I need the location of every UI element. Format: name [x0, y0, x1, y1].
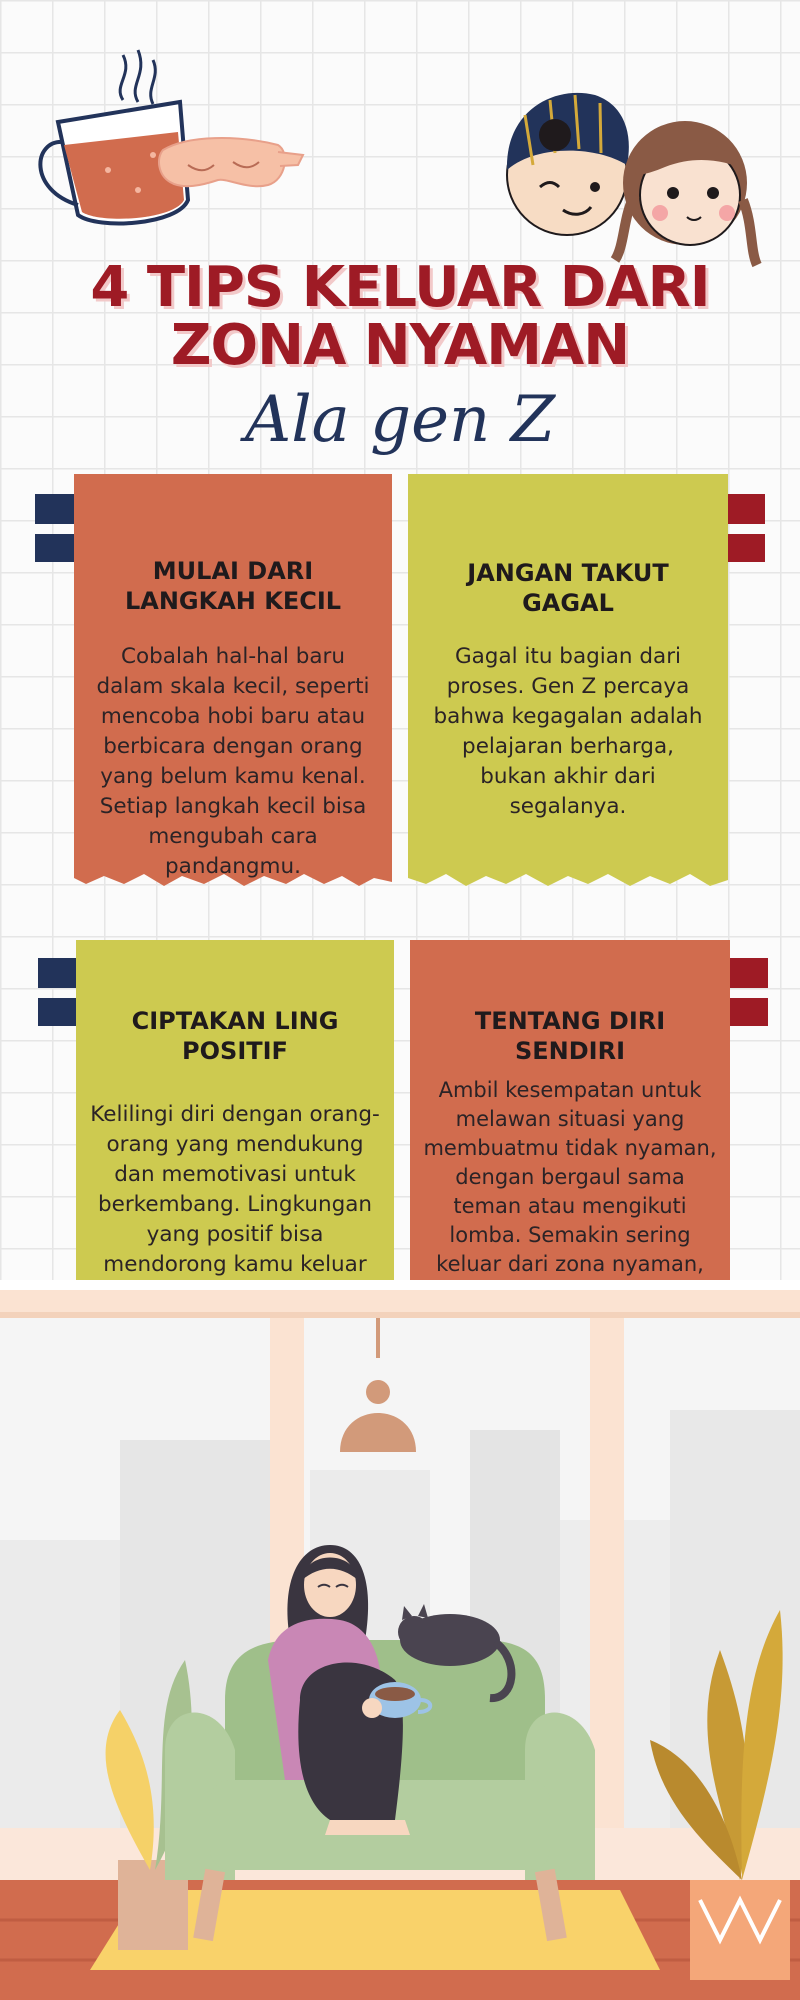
page-title-line-1: 4 TIPS KELUAR DARI: [90, 255, 710, 320]
tip-card-2-title: JANGAN TAKUT GAGAL: [467, 559, 669, 617]
tip-card-4-body: Ambil kesempatan untuk melawan situasi yang membuatmu tidak nyaman, dengan bergaul sama teman atau mengikuti lomba. Semakin sering keluar dari zona nyaman,: [423, 1078, 717, 1276]
boy-girl-faces-icon: [495, 75, 765, 275]
tea-cup-icon: [28, 40, 318, 240]
tip-card-1: [74, 474, 392, 914]
tip-card-3-body: Kelilingi diri dengan orang-orang yang mendukung dan memotivasi untuk berkembang. Lingkungan yang positif bisa mendorong kamu keluar: [90, 1102, 380, 1277]
page-title-line-2: ZONA NYAMAN: [170, 313, 630, 378]
tip-card-2: [408, 474, 728, 914]
tip-card-1-body: Cobalah hal-hal baru dalam skala kecil, seperti mencoba hobi baru atau berbicara dengan orang yang belum kamu kenal. Setiap langkah kecil bisa mengubah cara pandangmu.: [96, 644, 370, 879]
tip-card-4-title: TENTANG DIRI SENDIRI: [474, 1007, 666, 1065]
woman-on-sofa-scene: [0, 1280, 800, 2000]
tip-card-3-title: CIPTAKAN LING POSITIF: [131, 1007, 339, 1065]
tip-card-2-body: Gagal itu bagian dari proses. Gen Z percaya bahwa kegagalan adalah pelajaran berharga, bukan akhir dari segalanya.: [433, 644, 703, 819]
page-subtitle: Ala gen Z: [244, 383, 556, 457]
tip-card-1-title: MULAI DARI LANGKAH KECIL: [124, 557, 342, 615]
